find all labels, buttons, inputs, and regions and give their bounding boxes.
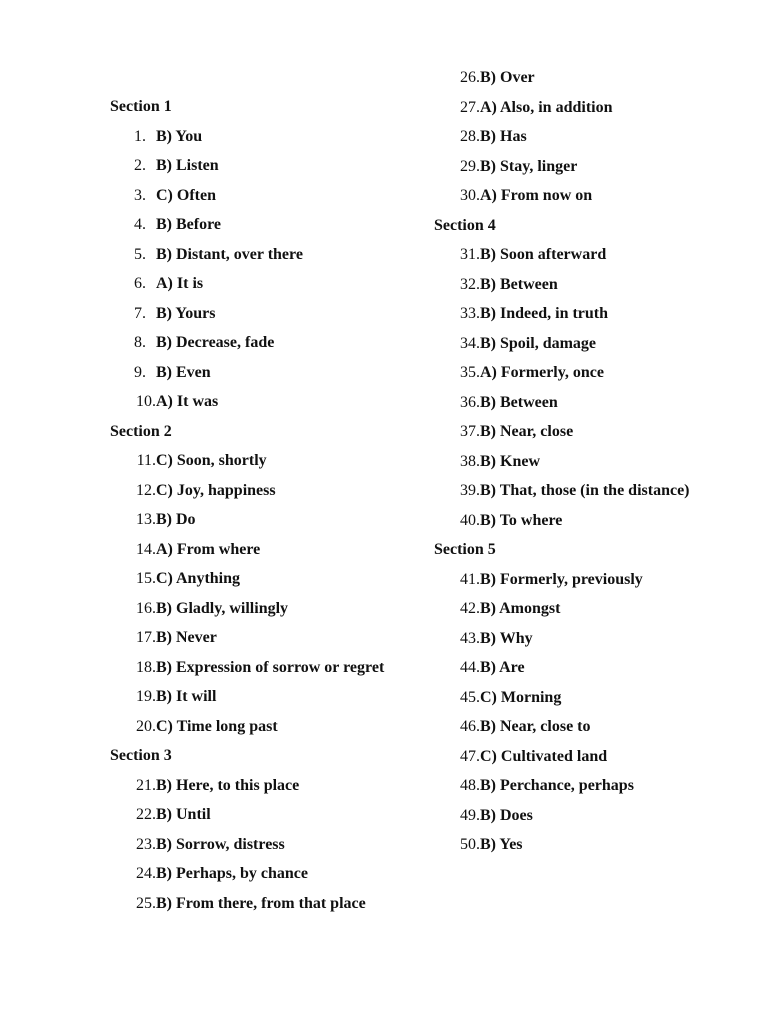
section-heading: Section 4 [434, 216, 496, 234]
section [434, 68, 754, 206]
answer-text: B) Even [156, 363, 211, 381]
section-heading: Section 3 [110, 747, 172, 764]
answer-text: B) Spoil, damage [480, 334, 597, 352]
answer-number: 49. [460, 806, 480, 824]
answer-number: 50. [460, 836, 480, 853]
answer-item [110, 333, 410, 353]
left-column [110, 97, 410, 923]
answer-item [434, 747, 754, 767]
answer-item [110, 215, 410, 235]
answer-number: 14. [136, 540, 156, 558]
answer-item [434, 835, 754, 855]
answer-text: C) Cultivated land [480, 747, 608, 765]
answer-item [434, 334, 754, 354]
answer-number: 11. [136, 452, 156, 469]
answer-text: B) Listen [156, 157, 219, 174]
answer-text: B) Soon afterward [480, 246, 607, 263]
answer-item [110, 628, 410, 648]
answer-text: B) Formerly, previously [480, 570, 643, 588]
answer-text: B) Decrease, fade [156, 334, 275, 351]
answer-number: 18. [136, 658, 156, 676]
answer-text: B) Near, close [480, 423, 574, 440]
answer-text: B) Distant, over there [156, 245, 303, 263]
answer-text: B) Indeed, in truth [480, 305, 609, 322]
answer-item [110, 864, 410, 884]
answer-number: 24. [136, 865, 156, 882]
answer-text: B) To where [480, 511, 563, 529]
answer-item [110, 451, 410, 471]
answer-item [110, 304, 410, 324]
answer-item [434, 452, 754, 472]
answer-number: 21. [136, 776, 156, 794]
answer-item [434, 127, 754, 147]
answer-item [434, 511, 754, 531]
section [110, 97, 410, 412]
answer-text: B) Expression of sorrow or regret [156, 658, 385, 676]
answer-item [434, 658, 754, 678]
answer-item [110, 481, 410, 501]
answer-item [434, 275, 754, 295]
answer-number: 29. [460, 157, 480, 175]
answer-text: B) Sorrow, distress [156, 835, 285, 853]
answer-text: B) Perhaps, by chance [156, 865, 308, 882]
answer-text: B) Between [480, 393, 558, 411]
answer-number: 41. [460, 570, 480, 588]
answer-text: B) From there, from that place [156, 894, 366, 912]
answer-text: B) Why [480, 629, 533, 647]
answer-item [434, 806, 754, 826]
answer-text: B) It will [156, 688, 217, 705]
answer-number: 8. [134, 334, 146, 351]
answer-number: 15. [136, 570, 156, 587]
answer-item [434, 186, 754, 206]
answer-number: 13. [136, 511, 156, 528]
answer-text: B) Yours [156, 304, 216, 322]
answer-number: 27. [460, 98, 480, 116]
answer-item [110, 687, 410, 707]
answer-number: 22. [136, 806, 156, 823]
answer-item [434, 688, 754, 708]
answer-text: A) It is [156, 275, 204, 292]
answer-item [434, 422, 754, 442]
section-heading: Section 2 [110, 422, 172, 440]
answer-number: 4. [134, 216, 146, 233]
answer-text: A) From now on [480, 187, 593, 204]
answer-number: 38. [460, 452, 480, 470]
answer-number: 47. [460, 747, 480, 765]
answer-number: 40. [460, 511, 480, 529]
answer-number: 46. [460, 718, 480, 735]
answer-number: 30. [460, 187, 480, 204]
section [434, 216, 754, 531]
answer-item [434, 157, 754, 177]
answer-number: 36. [460, 393, 480, 411]
answer-number: 26. [460, 69, 480, 86]
answer-item [434, 98, 754, 118]
section [434, 540, 754, 855]
answer-number: 44. [460, 659, 480, 676]
answer-number: 5. [134, 245, 146, 263]
answer-item [434, 717, 754, 737]
answer-item [110, 392, 410, 412]
answer-item [110, 156, 410, 176]
answer-number: 25. [136, 894, 156, 912]
answer-text: B) Stay, linger [480, 157, 578, 175]
answer-number: 37. [460, 423, 480, 440]
answer-text: C) Soon, shortly [156, 452, 267, 469]
answer-item [434, 304, 754, 324]
answer-text: C) Anything [156, 570, 241, 587]
answer-text: B) Amongst [480, 600, 561, 617]
answer-item [434, 245, 754, 265]
answer-item [434, 68, 754, 88]
answer-item [110, 835, 410, 855]
answer-item [434, 629, 754, 649]
answer-item [110, 510, 410, 530]
answer-item [110, 274, 410, 294]
right-column [434, 68, 754, 865]
answer-item [434, 481, 754, 501]
answer-item [434, 776, 754, 796]
answer-item [110, 186, 410, 206]
answer-text: B) Near, close to [480, 718, 591, 735]
answer-text: B) Do [156, 511, 196, 528]
answer-item [110, 569, 410, 589]
answer-text: A) It was [156, 393, 219, 410]
answer-text: B) Has [480, 128, 527, 145]
answer-number: 32. [460, 275, 480, 293]
answer-item [110, 717, 410, 737]
answer-number: 17. [136, 629, 156, 646]
answer-number: 6. [134, 275, 146, 292]
answer-text: C) Morning [480, 688, 562, 706]
answer-text: B) That, those (in the distance) [480, 482, 690, 499]
answer-item [110, 658, 410, 678]
answer-number: 16. [136, 599, 156, 617]
answer-text: B) Here, to this place [156, 776, 300, 794]
answer-text: B) Before [156, 216, 222, 233]
answer-text: C) Often [156, 186, 216, 204]
answer-number: 31. [460, 246, 480, 263]
answer-number: 28. [460, 128, 480, 145]
answer-item [110, 805, 410, 825]
answer-text: B) Between [480, 275, 558, 293]
answer-number: 9. [134, 363, 146, 381]
answer-item [110, 540, 410, 560]
answer-number: 45. [460, 688, 480, 706]
section-heading: Section 5 [434, 541, 496, 558]
answer-text: A) From where [156, 540, 261, 558]
section [110, 746, 410, 914]
answer-item [110, 776, 410, 796]
answer-text: B) Knew [480, 452, 540, 470]
answer-number: 12. [136, 481, 156, 499]
answer-text: B) Perchance, perhaps [480, 777, 634, 794]
answer-text: A) Also, in addition [480, 98, 613, 116]
answer-number: 3. [134, 186, 146, 204]
answer-text: B) You [156, 127, 203, 145]
answer-number: 39. [460, 482, 480, 499]
answer-number: 2. [134, 157, 146, 174]
answer-item [434, 570, 754, 590]
answer-number: 7. [134, 304, 146, 322]
answer-item [434, 599, 754, 619]
answer-text: B) Until [156, 806, 211, 823]
answer-text: B) Never [156, 629, 217, 646]
answer-item [434, 393, 754, 413]
answer-number: 34. [460, 334, 480, 352]
answer-text: C) Time long past [156, 717, 278, 735]
answer-text: A) Formerly, once [480, 364, 604, 381]
answer-item [110, 245, 410, 265]
answer-item [434, 363, 754, 383]
answer-number: 33. [460, 305, 480, 322]
answer-item [110, 127, 410, 147]
answer-number: 35. [460, 364, 480, 381]
answer-text: B) Over [480, 69, 535, 86]
answer-number: 19. [136, 688, 156, 705]
answer-text: B) Does [480, 806, 533, 824]
answer-item [110, 894, 410, 914]
answer-number: 1. [134, 127, 146, 145]
answer-number: 43. [460, 629, 480, 647]
answer-text: B) Gladly, willingly [156, 599, 289, 617]
answer-number: 42. [460, 600, 480, 617]
answer-text: B) Are [480, 659, 525, 676]
answer-text: C) Joy, happiness [156, 481, 276, 499]
answer-number: 48. [460, 777, 480, 794]
section-heading: Section 1 [110, 98, 172, 115]
answer-item [110, 363, 410, 383]
answer-number: 20. [136, 717, 156, 735]
answer-number: 23. [136, 835, 156, 853]
answer-item [110, 599, 410, 619]
section [110, 422, 410, 737]
answer-number: 10. [136, 393, 156, 410]
answer-text: B) Yes [480, 836, 523, 853]
